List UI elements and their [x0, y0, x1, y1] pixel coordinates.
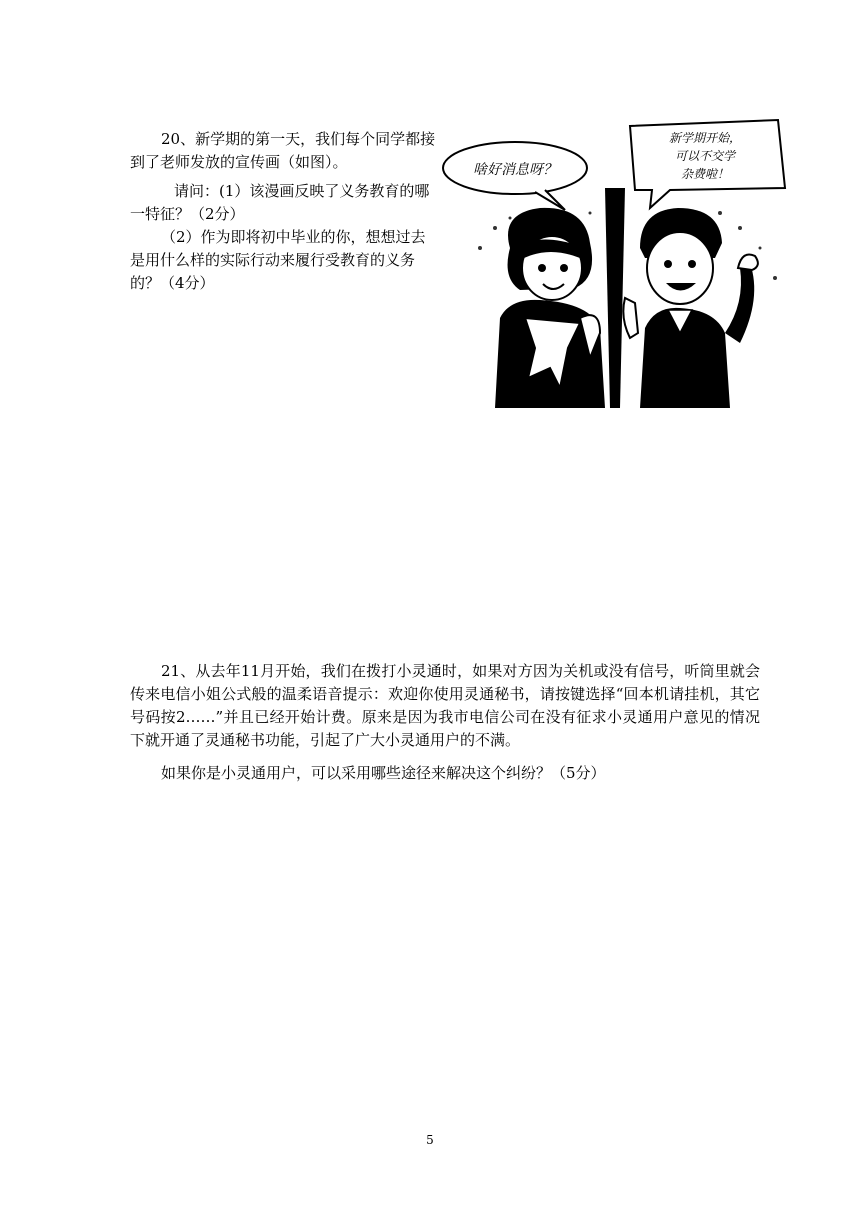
girl-figure	[495, 208, 605, 408]
q20-subquestion-2: （2）作为即将初中毕业的你，想想过去是用什么样的实际行动来履行受教育的义务的？（4分）	[130, 228, 426, 292]
bubble-right-line-1: 新学期开始，	[668, 131, 742, 145]
propaganda-cartoon	[440, 118, 790, 418]
bubble-right-line-3: 杂费啦！	[680, 167, 730, 181]
question-20	[130, 128, 440, 295]
q20-stem: 20、新学期的第一天，我们每个同学都接到了老师发放的宣传画（如图）。	[130, 130, 436, 171]
left-speech-bubble	[443, 142, 587, 210]
q21-question: 如果你是小灵通用户，可以采用哪些途径来解决这个纠纷？（5分）	[161, 764, 606, 782]
boy-figure	[623, 208, 758, 408]
bubble-right-line-2: 可以不交学	[674, 149, 736, 163]
right-speech-bubble	[630, 120, 785, 208]
q20-subquestion-1: 请问：(1）该漫画反映了义务教育的哪一特征？（2分）	[130, 182, 430, 223]
page-number: 5	[426, 1133, 434, 1147]
question-21	[130, 660, 760, 785]
q21-scenario: 21、从去年11月开始，我们在拨打小灵通时，如果对方因为关机或没有信号，听筒里就会传来电信小姐公式般的温柔语音提示：欢迎你使用灵通秘书，请按键选择“回本机请挂机，其它号码按2……”并且已经开始计费。原来是因为我市电信公司在没有征求小灵通用户意见的情况下就开通了灵通秘书功能，引起了广大小灵通用户的不满。	[130, 662, 760, 749]
bubble-left-text: 啥好消息呀？	[473, 162, 557, 178]
